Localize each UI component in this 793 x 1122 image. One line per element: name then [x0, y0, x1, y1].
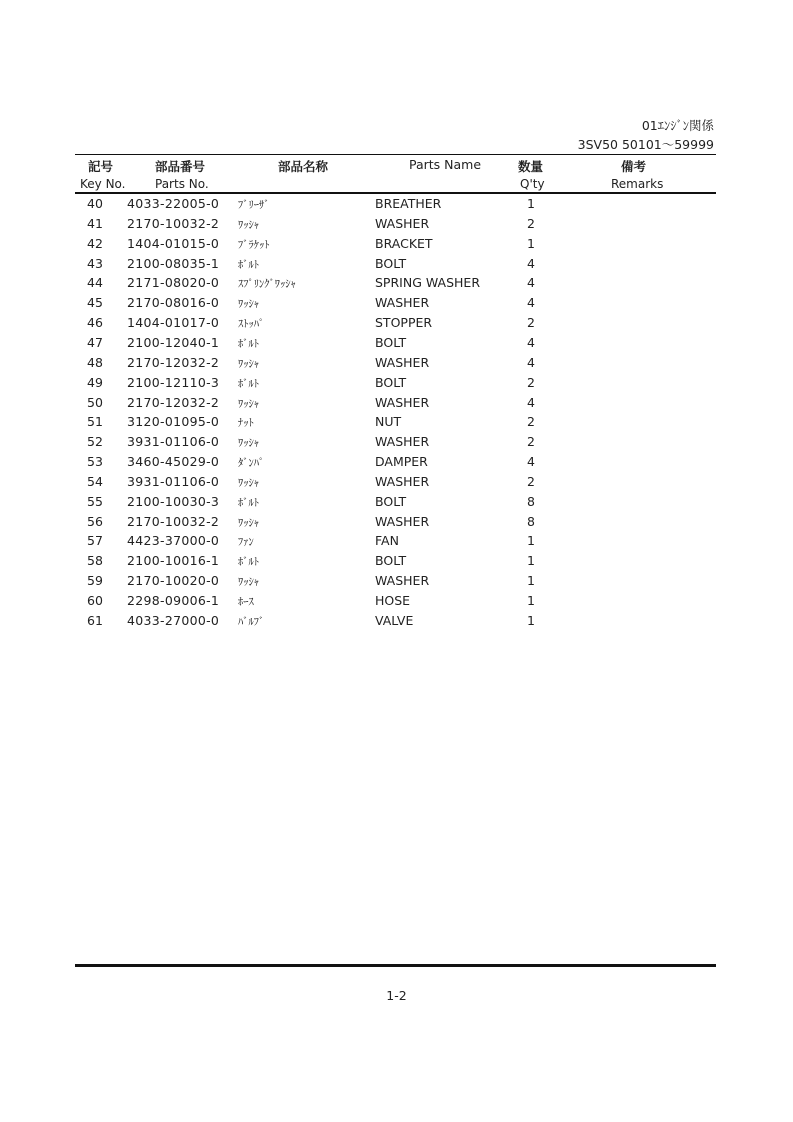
table-row [0, 295, 793, 315]
part-no: 2100-08035-1 [127, 255, 220, 271]
footer-rule [75, 964, 716, 967]
part-name-en: WASHER [375, 434, 430, 450]
part-name-en: DAMPER [375, 454, 428, 470]
table-row [0, 494, 793, 514]
key-no: 56 [87, 513, 103, 529]
part-no: 2100-12040-1 [127, 334, 220, 350]
part-name-en: STOPPER [375, 315, 433, 331]
quantity: 2 [527, 315, 535, 331]
part-name-en: BOLT [375, 334, 407, 350]
key-no: 41 [87, 215, 103, 231]
part-name-en: WASHER [375, 573, 430, 589]
table-row [0, 236, 793, 256]
key-no: 53 [87, 454, 103, 470]
table-row [0, 216, 793, 236]
part-name-jp: ﾜｯｼｬ [238, 476, 259, 489]
table-row [0, 553, 793, 573]
quantity: 8 [527, 513, 535, 529]
part-no: 2100-10030-3 [127, 493, 220, 509]
table-row [0, 573, 793, 593]
model-range: 3SV50 50101～59999 [577, 137, 714, 152]
part-name-en: WASHER [375, 215, 430, 231]
part-name-en: WASHER [375, 513, 430, 529]
quantity: 4 [527, 454, 535, 470]
col-partno-en: Parts No. [155, 177, 209, 191]
key-no: 59 [87, 573, 103, 589]
key-no: 54 [87, 473, 103, 489]
table-row [0, 454, 793, 474]
part-name-jp: ﾀﾞﾝﾊﾟ [238, 457, 265, 470]
part-name-en: FAN [375, 533, 399, 549]
table-row [0, 275, 793, 295]
quantity: 4 [527, 394, 535, 410]
col-qty-jp: 数量 [518, 159, 544, 174]
part-name-jp: ﾎﾞﾙﾄ [238, 258, 259, 271]
part-name-en: WASHER [375, 394, 430, 410]
col-key-en: Key No. [80, 177, 126, 191]
part-name-jp: ﾎﾞﾙﾄ [238, 337, 259, 350]
part-no: 3120-01095-0 [127, 414, 220, 430]
header-bottom-rule [75, 192, 716, 194]
part-no: 1404-01015-0 [127, 235, 220, 251]
part-name-jp: ﾜｯｼｬ [238, 298, 259, 311]
table-row [0, 315, 793, 335]
part-name-en: BRACKET [375, 235, 433, 251]
quantity: 2 [527, 414, 535, 430]
part-name-jp: ﾎﾞﾙﾄ [238, 377, 259, 390]
quantity: 4 [527, 334, 535, 350]
part-name-jp: ﾌﾞﾘｰｻﾞ [238, 199, 270, 211]
key-no: 40 [87, 196, 103, 211]
key-no: 58 [87, 553, 103, 569]
key-no: 50 [87, 394, 103, 410]
part-name-en: WASHER [375, 473, 430, 489]
part-no: 2170-12032-2 [127, 354, 220, 370]
quantity: 1 [527, 593, 535, 608]
table-row [0, 414, 793, 434]
quantity: 1 [527, 573, 535, 589]
part-no: 1404-01017-0 [127, 315, 220, 331]
key-no: 46 [87, 315, 103, 331]
quantity: 1 [527, 533, 535, 549]
part-name-en: WASHER [375, 295, 430, 311]
quantity: 1 [527, 612, 535, 628]
part-name-en: HOSE [375, 593, 411, 608]
part-name-en: BOLT [375, 255, 407, 271]
part-no: 2170-12032-2 [127, 394, 220, 410]
part-no: 2170-10032-2 [127, 215, 220, 231]
header-top-rule [75, 154, 716, 155]
col-qty-en: Q'ty [520, 177, 545, 191]
key-no: 44 [87, 275, 103, 291]
table-row [0, 335, 793, 355]
col-key-jp: 記号 [88, 159, 114, 174]
part-name-jp: ﾅｯﾄ [238, 417, 254, 430]
table-row [0, 514, 793, 534]
quantity: 4 [527, 275, 535, 291]
part-name-jp: ﾊﾞﾙﾌﾞ [238, 615, 265, 628]
quantity: 2 [527, 374, 535, 390]
key-no: 57 [87, 533, 103, 549]
part-name-jp: ﾜｯｼｬ [238, 397, 259, 410]
part-name-jp: ﾜｯｼｬ [238, 218, 259, 231]
part-name-jp: ｽﾄｯﾊﾟ [238, 318, 265, 331]
page-number: 1-2 [386, 988, 407, 1003]
quantity: 2 [527, 215, 535, 231]
part-no: 3460-45029-0 [127, 454, 220, 470]
quantity: 2 [527, 473, 535, 489]
part-name-jp: ﾎﾞﾙﾄ [238, 556, 259, 569]
part-name-jp: ﾜｯｼｬ [238, 516, 259, 529]
quantity: 4 [527, 255, 535, 271]
key-no: 51 [87, 414, 103, 430]
part-name-jp: ﾎｰｽ [238, 596, 254, 608]
part-name-en: NUT [375, 414, 402, 430]
part-name-en: BOLT [375, 493, 407, 509]
key-no: 42 [87, 235, 103, 251]
col-remarks-en: Remarks [611, 177, 664, 191]
table-row [0, 196, 793, 216]
part-no: 2298-09006-1 [127, 593, 220, 608]
part-name-en: BREATHER [375, 196, 442, 211]
part-name-en: WASHER [375, 354, 430, 370]
table-row [0, 533, 793, 553]
quantity: 1 [527, 235, 535, 251]
table-row [0, 375, 793, 395]
quantity: 4 [527, 354, 535, 370]
key-no: 47 [87, 334, 103, 350]
part-name-jp: ﾎﾞﾙﾄ [238, 496, 259, 509]
part-name-jp: ﾜｯｼｬ [238, 437, 259, 450]
quantity: 1 [527, 196, 535, 211]
col-partno-jp: 部品番号 [155, 159, 206, 174]
part-name-en: SPRING WASHER [375, 275, 480, 291]
key-no: 45 [87, 295, 103, 311]
table-row [0, 355, 793, 375]
key-no: 60 [87, 593, 103, 608]
part-name-jp: ﾜｯｼｬ [238, 357, 259, 370]
part-no: 3931-01106-0 [127, 434, 220, 450]
part-no: 4033-27000-0 [127, 612, 220, 628]
section-title: 01ｴﾝｼﾞﾝ関係 [641, 118, 714, 133]
part-no: 2100-12110-3 [127, 374, 220, 390]
part-no: 4033-22005-0 [127, 196, 220, 211]
part-name-en: BOLT [375, 374, 407, 390]
part-name-jp: ｽﾌﾟﾘﾝｸﾞﾜｯｼｬ [238, 278, 296, 291]
table-row [0, 434, 793, 454]
table-row [0, 613, 793, 633]
part-no: 3931-01106-0 [127, 473, 220, 489]
quantity: 4 [527, 295, 535, 311]
quantity: 8 [527, 493, 535, 509]
part-name-en: VALVE [375, 612, 414, 628]
col-partname-jp: 部品名称 [278, 159, 329, 174]
key-no: 49 [87, 374, 103, 390]
table-row [0, 593, 793, 613]
key-no: 61 [87, 612, 103, 628]
key-no: 55 [87, 493, 103, 509]
part-name-jp: ﾌｧﾝ [238, 536, 254, 549]
quantity: 2 [527, 434, 535, 450]
part-no: 2100-10016-1 [127, 553, 220, 569]
part-no: 2171-08020-0 [127, 275, 220, 291]
part-no: 2170-10032-2 [127, 513, 220, 529]
table-row [0, 474, 793, 494]
part-name-en: BOLT [375, 553, 407, 569]
col-partname-en: Parts Name [409, 157, 482, 172]
key-no: 48 [87, 354, 103, 370]
part-name-jp: ﾜｯｼｬ [238, 576, 259, 589]
part-name-jp: ﾌﾞﾗｹｯﾄ [238, 238, 270, 251]
quantity: 1 [527, 553, 535, 569]
key-no: 52 [87, 434, 103, 450]
key-no: 43 [87, 255, 103, 271]
part-no: 4423-37000-0 [127, 533, 220, 549]
part-no: 2170-08016-0 [127, 295, 220, 311]
part-no: 2170-10020-0 [127, 573, 220, 589]
col-remarks-jp: 備考 [621, 159, 647, 174]
table-row [0, 395, 793, 415]
table-row [0, 256, 793, 276]
